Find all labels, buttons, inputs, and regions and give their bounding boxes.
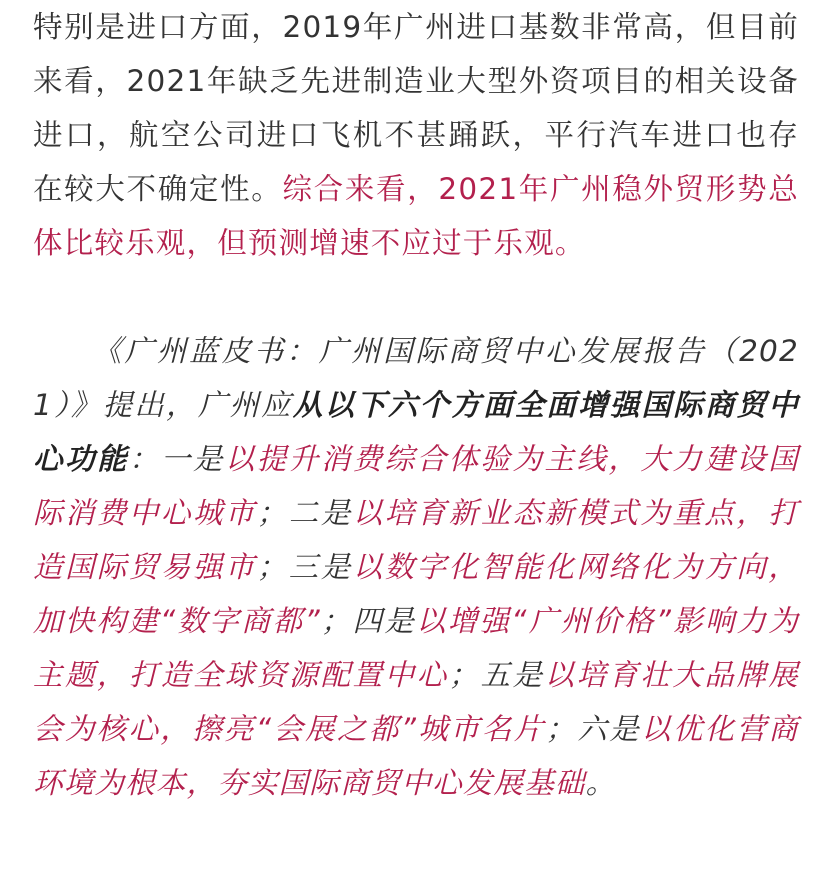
item-label-4: 四是 — [351, 604, 416, 638]
item-text-5: 以培育壮大品牌展会为核心，擦亮“会展之都”城市名片 — [33, 658, 799, 746]
item-label-6: 六是 — [576, 712, 641, 746]
bold-heading-text: 从以下六个方面全面增强国际商贸中心功能 — [33, 388, 799, 476]
punctuation: ； — [320, 604, 352, 638]
punctuation: ； — [256, 550, 288, 584]
paragraph-blue-book — [33, 324, 799, 810]
item-label-1: 一是 — [160, 442, 225, 476]
paragraph-import-outlook — [33, 0, 799, 270]
paragraph-intro: 《广州蓝皮书：广州国际商贸中心发展报告（2021）》提出，广州应 — [33, 334, 799, 422]
item-text-3: 以数字化智能化网络化为方向，加快构建“数字商都” — [33, 550, 799, 638]
item-text-6: 以优化营商环境为根本，夯实国际商贸中心发展基础 — [33, 712, 799, 800]
punctuation: ： — [128, 442, 161, 476]
item-label-5: 五是 — [479, 658, 545, 692]
punctuation: ； — [256, 496, 288, 530]
highlight-text: 综合来看，2021年广州稳外贸形势总体比较乐观，但预测增速不应过于乐观。 — [33, 172, 799, 260]
item-text-2: 以培育新业态新模式为重点，打造国际贸易强市 — [33, 496, 799, 584]
item-label-3: 三是 — [287, 550, 353, 584]
paragraph-text: 特别是进口方面，2019年广州进口基数非常高，但目前来看，2021年缺乏先进制造业大型外资项目的相关设备进口，航空公司进口飞机不甚踊跃，平行汽车进口也存在较大不确定性。 — [33, 10, 799, 206]
item-text-1: 以提升消费综合体验为主线，大力建设国际消费中心城市 — [33, 442, 799, 530]
item-text-4: 以增强“广州价格”影响力为主题，打造全球资源配置中心 — [33, 604, 799, 692]
punctuation: ； — [448, 658, 480, 692]
punctuation: ； — [545, 712, 577, 746]
item-label-2: 二是 — [287, 496, 353, 530]
punctuation: 。 — [585, 766, 617, 800]
article-body — [33, 0, 799, 810]
